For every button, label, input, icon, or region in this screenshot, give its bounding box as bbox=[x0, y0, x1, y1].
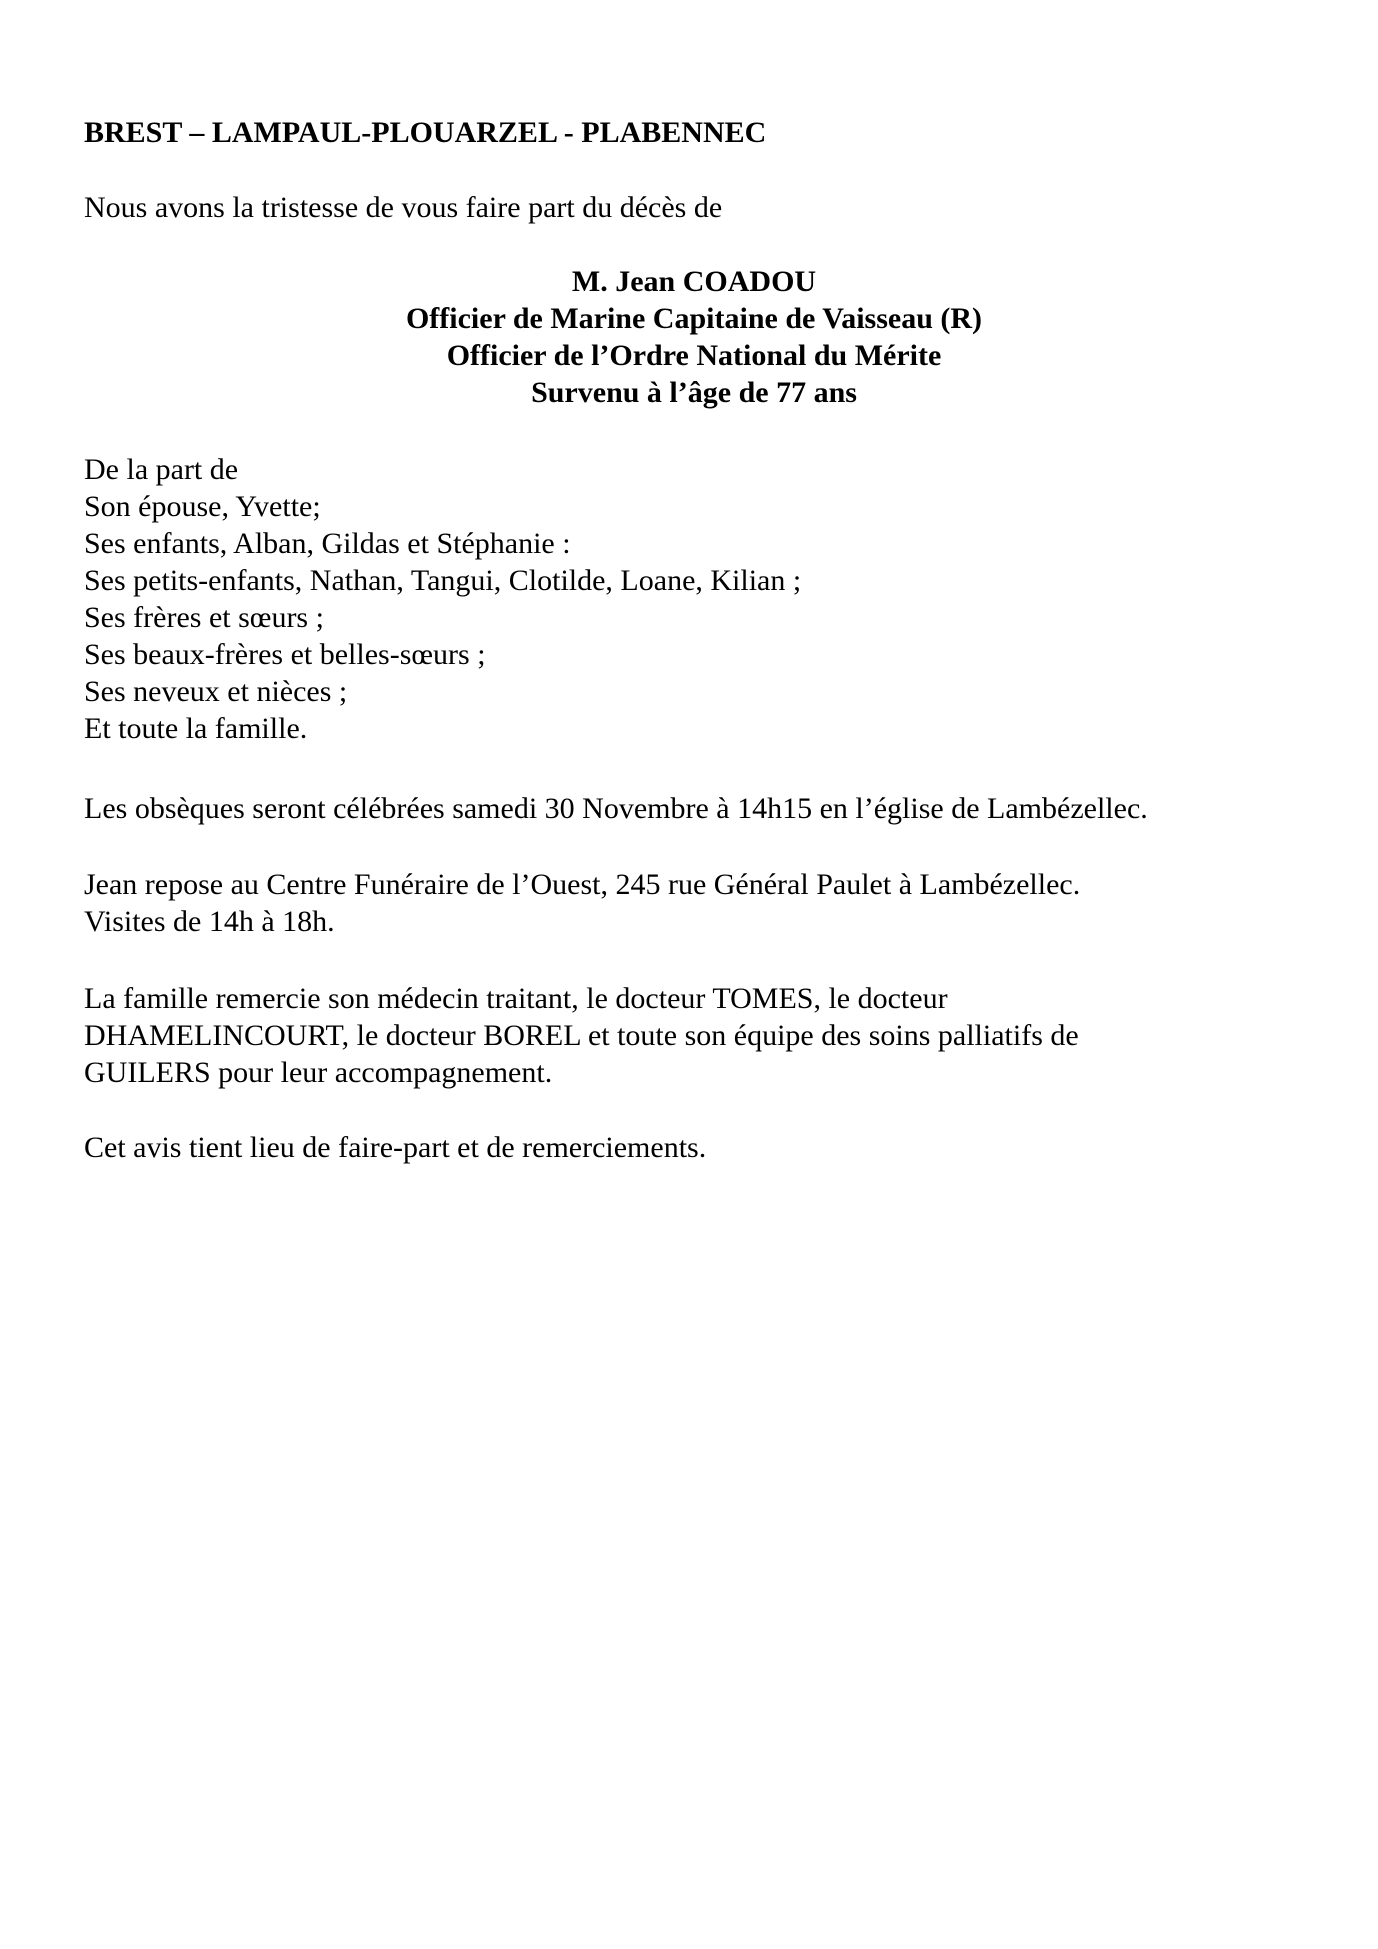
thanks-line: La famille remercie son médecin traitant, le docteur TOMES, le docteur bbox=[84, 982, 948, 1015]
visitation-location: Jean repose au Centre Funéraire de l’Ouest, 245 rue Général Paulet à Lambézellec. bbox=[84, 868, 1081, 901]
intro-text: Nous avons la tristesse de vous faire part du décès de bbox=[84, 191, 723, 224]
location-heading: BREST – LAMPAUL-PLOUARZEL - PLABENNEC bbox=[84, 116, 767, 149]
visitation-block bbox=[84, 866, 1080, 940]
family-line: Ses beaux-frères et belles-sœurs ; bbox=[84, 638, 486, 671]
funeral-details: Les obsèques seront célébrées samedi 30 Novembre à 14h15 en l’église de Lambézellec. bbox=[84, 792, 1148, 825]
family-list bbox=[84, 451, 801, 747]
family-line: De la part de bbox=[84, 453, 239, 486]
family-line: Ses neveux et nièces ; bbox=[84, 675, 348, 708]
deceased-age: Survenu à l’âge de 77 ans bbox=[531, 376, 857, 409]
deceased-honor: Officier de l’Ordre National du Mérite bbox=[446, 339, 942, 372]
family-line: Ses enfants, Alban, Gildas et Stéphanie : bbox=[84, 527, 571, 560]
deceased-block bbox=[84, 263, 1304, 411]
family-line: Ses frères et sœurs ; bbox=[84, 601, 324, 634]
family-line: Et toute la famille. bbox=[84, 712, 308, 745]
visitation-hours: Visites de 14h à 18h. bbox=[84, 905, 335, 938]
family-line: Ses petits-enfants, Nathan, Tangui, Clotilde, Loane, Kilian ; bbox=[84, 564, 802, 597]
thanks-line: GUILERS pour leur accompagnement. bbox=[84, 1056, 553, 1089]
thanks-line: DHAMELINCOURT, le docteur BOREL et toute son équipe des soins palliatifs de bbox=[84, 1019, 1079, 1052]
deceased-name: M. Jean COADOU bbox=[571, 265, 817, 298]
deceased-rank: Officier de Marine Capitaine de Vaisseau (R) bbox=[405, 302, 983, 335]
family-line: Son épouse, Yvette; bbox=[84, 490, 321, 523]
closing-note: Cet avis tient lieu de faire-part et de remerciements. bbox=[84, 1131, 707, 1164]
thanks-paragraph bbox=[84, 980, 1079, 1091]
